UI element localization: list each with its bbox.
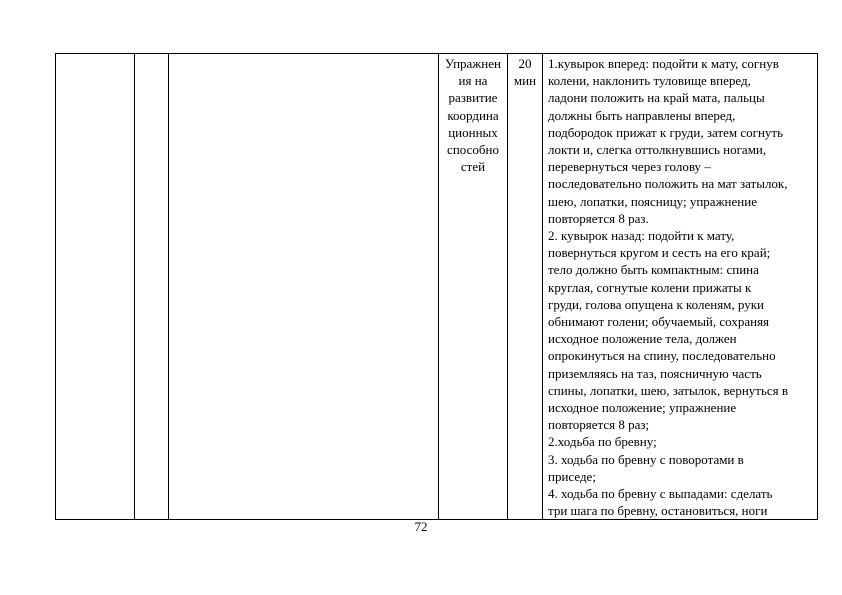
description-line: последовательно положить на мат затылок, bbox=[548, 176, 788, 192]
activity-line: способно bbox=[447, 142, 499, 158]
activity-line: координа bbox=[447, 107, 499, 123]
description-line: опрокинуться на спину, последовательно bbox=[548, 348, 776, 364]
lesson-plan-table bbox=[55, 53, 818, 520]
activity-line: ия на bbox=[458, 73, 488, 89]
description-line: спины, лопатки, шею, затылок, вернуться в bbox=[548, 382, 789, 398]
page-number: 72 bbox=[414, 519, 428, 534]
description-line: повторяется 8 раз. bbox=[548, 210, 649, 226]
description-line: 2. кувырок назад: подойти к мату, bbox=[548, 228, 735, 244]
description-line: приседе; bbox=[548, 468, 596, 484]
description-line: повторяется 8 раз; bbox=[548, 417, 650, 433]
activity-line: развитие bbox=[448, 90, 498, 106]
description-line: исходное положение тела, должен bbox=[548, 331, 737, 347]
description-line: груди, голова опущена к коленям, руки bbox=[548, 296, 765, 312]
description-line: колени, наклонить туловище вперед, bbox=[548, 73, 751, 89]
description-line: ладони положить на край мата, пальцы bbox=[548, 90, 765, 106]
description-line: перевернуться через голову – bbox=[548, 159, 711, 175]
description-line: приземляясь на таз, поясничную часть bbox=[548, 365, 762, 381]
description-line: исходное положение; упражнение bbox=[548, 400, 737, 416]
duration-line: 20 bbox=[518, 56, 532, 71]
description-line: три шага по бревну, остановиться, ноги bbox=[548, 503, 768, 519]
description-line: 1.кувырок вперед: подойти к мату, согнув bbox=[548, 56, 779, 71]
empty-cell-2 bbox=[135, 54, 169, 520]
description-line: 2.ходьба по бревну; bbox=[548, 434, 657, 450]
description-line: тело должно быть компактным: спина bbox=[548, 262, 759, 278]
description-line: 4. ходьба по бревну с выпадами: сделать bbox=[548, 486, 773, 502]
activity-line: Упражнен bbox=[445, 56, 501, 71]
table-row bbox=[56, 54, 818, 520]
description-line: подбородок прижат к груди, затем согнуть bbox=[548, 124, 784, 140]
description-cell bbox=[543, 54, 818, 520]
description-line: повернуться кругом и сесть на его край; bbox=[548, 245, 771, 261]
activity-cell bbox=[439, 54, 508, 520]
description-line: круглая, согнутые колени прижаты к bbox=[548, 279, 752, 295]
activity-line: ционных bbox=[448, 124, 498, 140]
description-line: шею, лопатки, поясницу; упражнение bbox=[548, 193, 757, 209]
description-line: должны быть направлены вперед, bbox=[548, 107, 736, 123]
description-line: 3. ходьба по бревну с поворотами в bbox=[548, 451, 744, 467]
empty-cell-1 bbox=[56, 54, 135, 520]
description-line: локти и, слегка оттолкнувшись ногами, bbox=[548, 142, 767, 158]
duration-line: мин bbox=[513, 73, 537, 89]
activity-line: стей bbox=[460, 159, 486, 175]
empty-cell-3 bbox=[169, 54, 439, 520]
duration-cell bbox=[508, 54, 543, 520]
description-line: обнимают голени; обучаемый, сохраняя bbox=[548, 314, 770, 330]
